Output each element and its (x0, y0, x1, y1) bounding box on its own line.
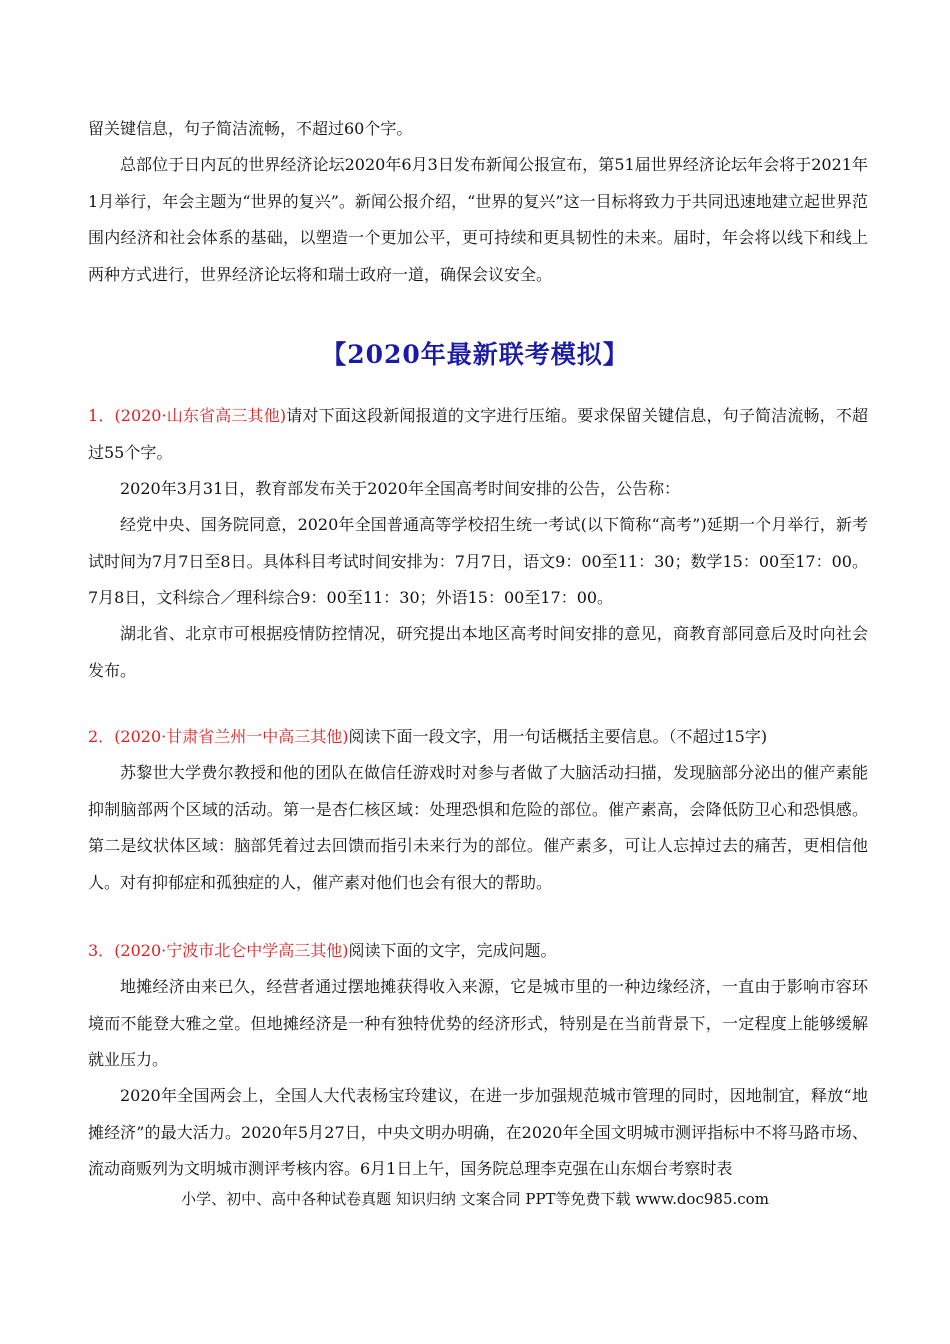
question-2-paragraph-1: 苏黎世大学费尔教授和他的团队在做信任游戏时对参与者做了大脑活动扫描，发现脑部分泌出的催产素能抑制脑部两个区域的活动。第一是杏仁核区域：处理恐惧和危险的部位。催产素高，会降低防卫心和恐惧感。第二是纹状体区域：脑部凭着过去回馈而指引未来行为的部位。催产素多，可让人忘掉过去的痛苦，更相信他人。对有抑郁症和孤独症的人，催产素对他们也会有很大的帮助。 (88, 763, 868, 892)
question-prompt: 请对下面这段新闻报道的文字进行压缩。要求保留关键信息，句子简洁流畅，不超过55个字。 (88, 406, 868, 462)
question-2-header (88, 719, 868, 756)
question-number: 1． (88, 406, 115, 425)
page-footer: 小学、初中、高中各种试卷真题 知识归纳 文案合同 PPT等免费下载 www.doc985.com (181, 1190, 769, 1208)
question-1-paragraph-2: 经党中央、国务院同意，2020年全国普通高等学校招生统一考试(以下简称“高考”)延期一个月举行，新考试时间为7月7日至8日。具体科目考试时间安排为：7月7日，语文9：00至11：30；数学15：00至17：00。7月8日，文科综合／理科综合9：00至11：30；外语15：00至17：00。 (88, 515, 868, 607)
question-source: (2020·宁波市北仑中学高三其他) (114, 941, 349, 960)
question-number: 2． (88, 727, 115, 746)
question-number: 3． (88, 941, 115, 960)
question-1-paragraph-3: 湖北省、北京市可根据疫情防控情况，研究提出本地区高考时间安排的意见，商教育部同意后及时向社会发布。 (88, 624, 868, 680)
question-1-paragraph-1: 2020年3月31日，教育部发布关于2020年全国高考时间安排的公告，公告称： (120, 479, 680, 498)
question-3-paragraph-1: 地摊经济由来已久，经营者通过摆地摊获得收入来源，它是城市里的一种边缘经济，一直由于影响市容环境而不能登大雅之堂。但地摊经济是一种有独特优势的经济形式，特别是在当前背景下，一定程度上能够缓解就业压力。 (88, 977, 868, 1069)
question-source: (2020·甘肃省兰州一中高三其他) (114, 727, 349, 746)
question-prompt: 阅读下面的文字，完成问题。 (348, 941, 557, 960)
question-prompt: 阅读下面一段文字，用一句话概括主要信息。（不超过15字) (348, 727, 768, 746)
intro-paragraph: 总部位于日内瓦的世界经济论坛2020年6月3日发布新闻公报宣布，第51届世界经济论坛年会将于2021年1月举行，年会主题为“世界的复兴”。新闻公报介绍，“世界的复兴”这一目标将致力于共同迅速地建立起世界范围内经济和社会体系的基础，以塑造一个更加公平，更可持续和更具韧性的未来。届时，年会将以线下和线上两种方式进行，世界经济论坛将和瑞士政府一道，确保会议安全。 (88, 155, 868, 284)
question-source: (2020·山东省高三其他) (114, 406, 287, 425)
question-1-header (88, 398, 868, 471)
intro-first-line: 留关键信息，句子简洁流畅，不超过60个字。 (88, 119, 413, 138)
question-3-header (88, 933, 868, 970)
section-title: 【2020年最新联考模拟】 (321, 340, 629, 369)
question-3-paragraph-2: 2020年全国两会上，全国人大代表杨宝玲建议，在进一步加强规范城市管理的同时，因地制宜，释放“地摊经济”的最大活力。2020年5月27日，中央文明办明确，在2020年全国文明城市测评指标中不将马路市场、流动商贩列为文明城市测评考核内容。6月1日上午，国务院总理李克强在山东烟台考察时表 (88, 1086, 868, 1178)
